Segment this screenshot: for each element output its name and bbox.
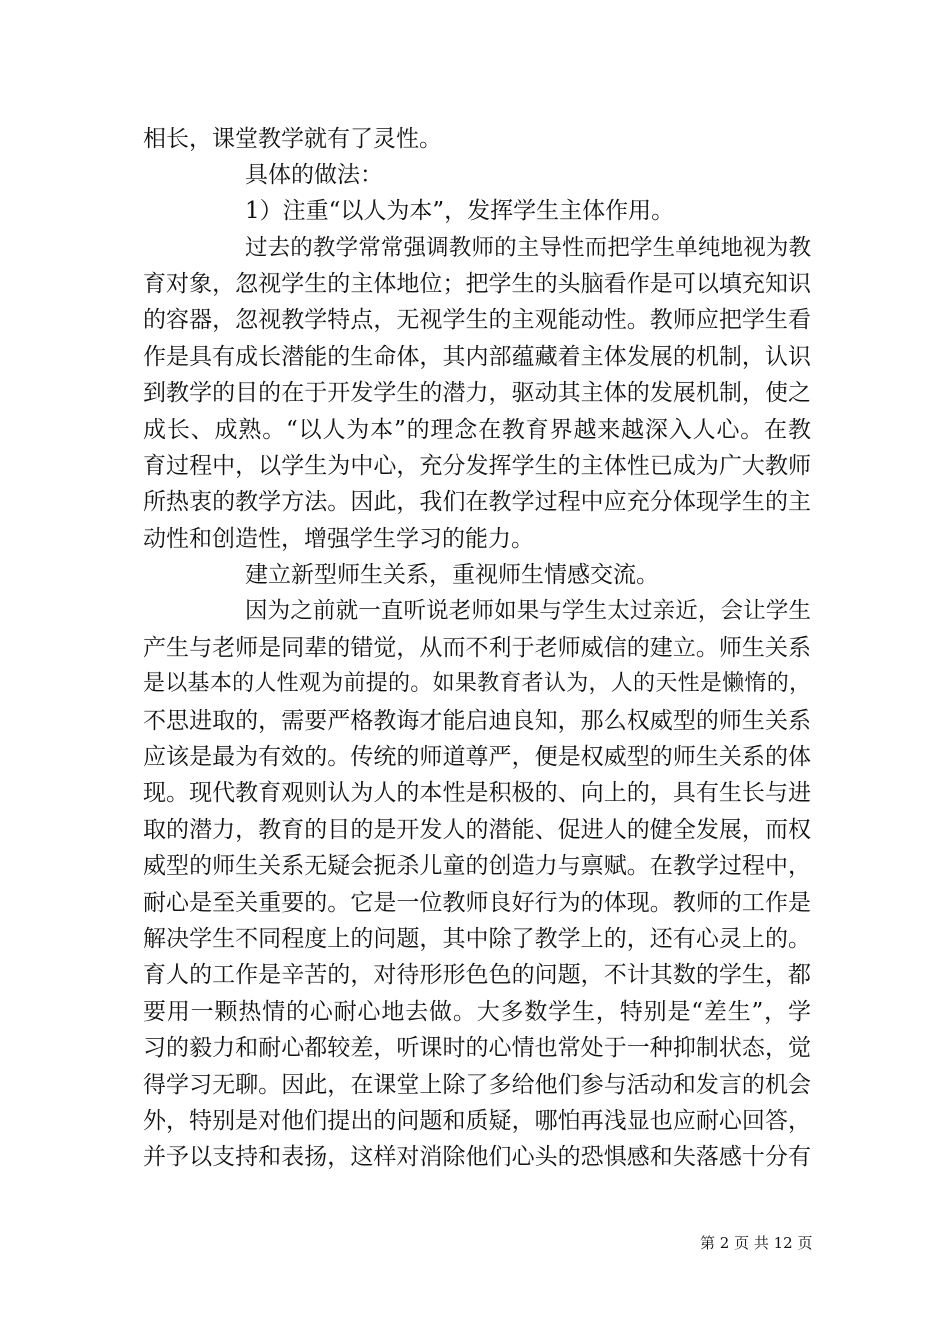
text-line: 育人的工作是辛苦的，对待形形色色的问题，不计其数的学生，都 <box>143 962 811 988</box>
text-line: 应该是最为有效的。传统的师道尊严，便是权威型的师生关系的体 <box>143 744 811 770</box>
page-number: 第 2 页 共 12 页 <box>700 1234 813 1252</box>
text-line: 产生与老师是同辈的错觉，从而不利于老师威信的建立。师生关系 <box>143 635 811 661</box>
text-line: 要用一颗热情的心耐心地去做。大多数学生，特别是“差生”，学 <box>143 999 811 1025</box>
text-line: 到教学的目的在于开发学生的潜力，驱动其主体的发展机制，使之 <box>143 380 811 406</box>
text-line: 动性和创造性，增强学生学习的能力。 <box>143 526 534 552</box>
text-line: 的容器，忽视教学特点，无视学生的主观能动性。教师应把学生看 <box>143 307 811 333</box>
text-line: 成长、成熟。“以人为本”的理念在教育界越来越深入人心。在教 <box>143 417 811 443</box>
text-line: 不思进取的，需要严格教诲才能启迪良知，那么权威型的师生关系 <box>143 708 811 734</box>
section-heading: 建立新型师生关系，重视师生情感交流。 <box>245 562 659 588</box>
text-line: 外，特别是对他们提出的问题和质疑，哪怕再浅显也应耐心回答， <box>143 1108 811 1134</box>
text-line: 相长，课堂教学就有了灵性。 <box>143 126 442 152</box>
text-line: 过去的教学常常强调教师的主导性而把学生单纯地视为教 <box>245 235 811 261</box>
text-line: 得学习无聊。因此，在课堂上除了多给他们参与活动和发言的机会 <box>143 1072 811 1098</box>
text-line: 因为之前就一直听说老师如果与学生太过亲近，会让学生 <box>245 598 811 624</box>
text-line: 解决学生不同程度上的问题，其中除了教学上的，还有心灵上的。 <box>143 926 811 952</box>
text-line: 作是具有成长潜能的生命体，其内部蕴藏着主体发展的机制，认识 <box>143 344 811 370</box>
text-line: 习的毅力和耐心都较差，听课时的心情也常处于一种抑制状态，觉 <box>143 1035 811 1061</box>
text-line: 是以基本的人性观为前提的。如果教育者认为，人的天性是懒惰的， <box>143 671 811 696</box>
text-line: 育对象，忽视学生的主体地位；把学生的头脑看作是可以填充知识 <box>143 271 811 297</box>
text-line: 育过程中，以学生为中心，充分发挥学生的主体性已成为广大教师 <box>143 453 811 479</box>
text-line: 威型的师生关系无疑会扼杀儿童的创造力与禀赋。在教学过程中， <box>143 853 811 879</box>
text-line: 具体的做法： <box>245 162 383 188</box>
text-line: 取的潜力，教育的目的是开发人的潜能、促进人的健全发展，而权 <box>143 817 811 843</box>
text-line: 并予以支持和表扬，这样对消除他们心头的恐惧感和失落感十分有 <box>143 1144 811 1170</box>
text-line: 耐心是至关重要的。它是一位教师良好行为的体现。教师的工作是 <box>143 890 811 916</box>
text-line: 1）注重“以人为本”，发挥学生主体作用。 <box>245 198 675 224</box>
text-line: 所热衷的教学方法。因此，我们在教学过程中应充分体现学生的主 <box>143 489 811 515</box>
text-line: 现。现代教育观则认为人的本性是积极的、向上的，具有生长与进 <box>143 780 811 806</box>
